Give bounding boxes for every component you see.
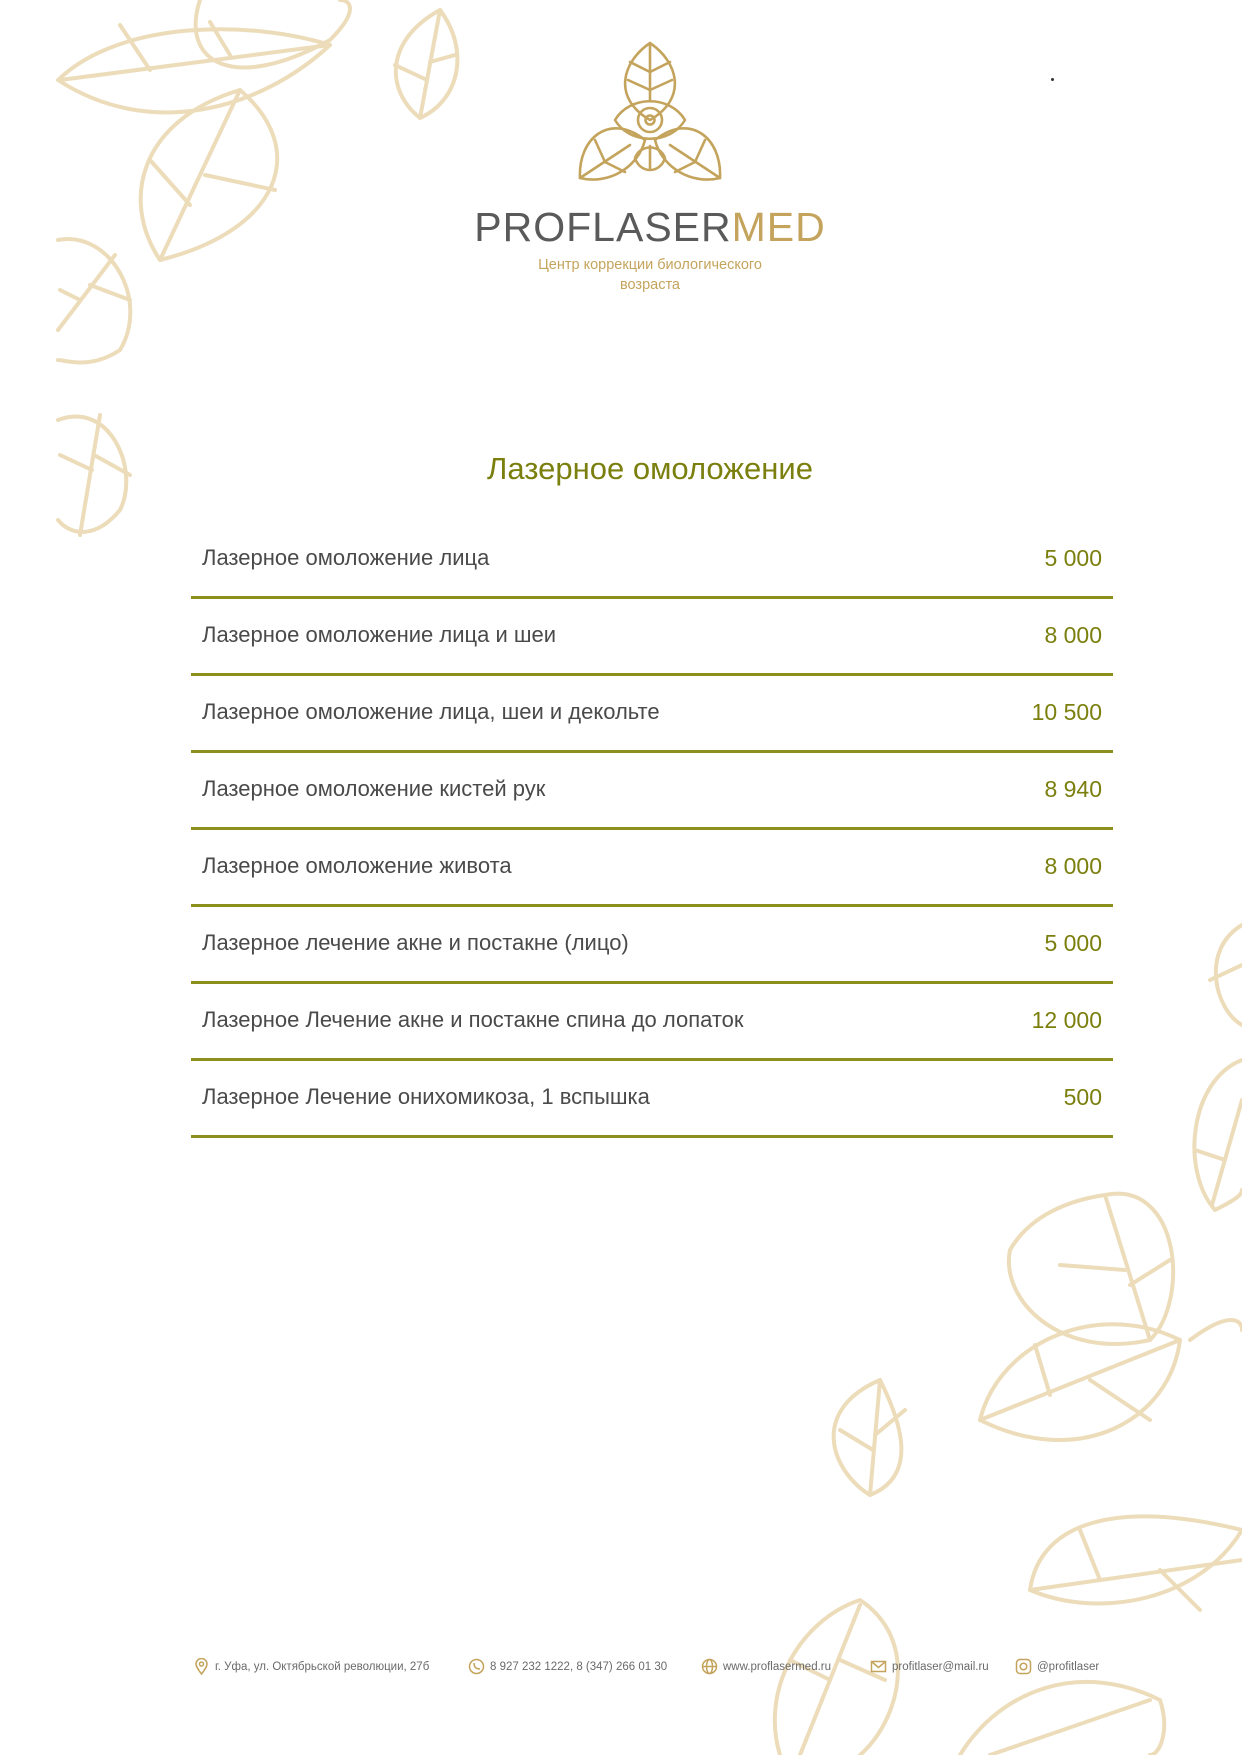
footer-email-link[interactable]: profitlaser@mail.ru	[892, 1660, 989, 1673]
service-name: Лазерное омоложение кистей рук	[202, 776, 546, 801]
service-price: 500	[1063, 1084, 1102, 1110]
price-row	[191, 753, 1113, 830]
service-name: Лазерное омоложение лица	[202, 545, 490, 570]
service-name: Лазерное лечение акне и постакне (лицо)	[202, 930, 629, 955]
service-price: 8 940	[1044, 776, 1102, 802]
brand-name	[0, 204, 1242, 251]
service-name: Лазерное Лечение акне и постакне спина до лопаток	[202, 1007, 744, 1032]
tagline-line1: Центр коррекции биологического	[538, 257, 762, 273]
footer-website[interactable]	[701, 1658, 831, 1675]
service-price: 8 000	[1044, 853, 1102, 879]
footer-instagram[interactable]	[1015, 1658, 1099, 1675]
service-name: Лазерное омоложение живота	[202, 853, 512, 878]
footer-instagram-link[interactable]: @profitlaser	[1037, 1660, 1100, 1673]
price-row	[191, 907, 1113, 984]
mail-icon	[870, 1658, 887, 1675]
price-row	[191, 1061, 1113, 1138]
price-row	[191, 676, 1113, 753]
service-price: 5 000	[1044, 930, 1102, 956]
footer-phones-text: 8 927 232 1222, 8 (347) 266 01 30	[490, 1660, 668, 1673]
price-list	[191, 522, 1113, 1138]
section-title: Лазерное омоложение	[487, 451, 813, 486]
service-price: 8 000	[1044, 622, 1102, 648]
instagram-icon	[1015, 1658, 1032, 1675]
price-row	[191, 599, 1113, 676]
footer-website-link[interactable]: www.proflasermed.ru	[723, 1660, 832, 1673]
brand-part-med: MED	[731, 204, 826, 250]
logo-emblem	[570, 40, 730, 190]
footer-address-text: г. Уфа, ул. Октябрьской революции, 27б	[215, 1660, 430, 1673]
price-row	[191, 830, 1113, 907]
service-name: Лазерное Лечение онихомикоза, 1 вспышка	[202, 1084, 650, 1109]
globe-icon	[701, 1658, 718, 1675]
footer-phones	[468, 1658, 667, 1675]
service-price: 10 500	[1031, 699, 1102, 725]
brand-part-laser: LASER	[592, 204, 732, 250]
service-name: Лазерное омоложение лица и шеи	[202, 622, 557, 647]
location-pin-icon	[193, 1658, 210, 1675]
footer-email[interactable]	[870, 1658, 989, 1675]
stray-dot	[1051, 78, 1054, 81]
price-row	[191, 522, 1113, 599]
brand-tagline	[500, 255, 800, 295]
phone-icon	[468, 1658, 485, 1675]
footer-address	[193, 1658, 429, 1675]
service-price: 5 000	[1044, 545, 1102, 571]
price-row	[191, 984, 1113, 1061]
service-name: Лазерное омоложение лица, шеи и декольте	[202, 699, 660, 724]
service-price: 12 000	[1031, 1007, 1102, 1033]
brand-part-prof: PROF	[474, 204, 593, 250]
tagline-line2: возраста	[619, 277, 680, 293]
